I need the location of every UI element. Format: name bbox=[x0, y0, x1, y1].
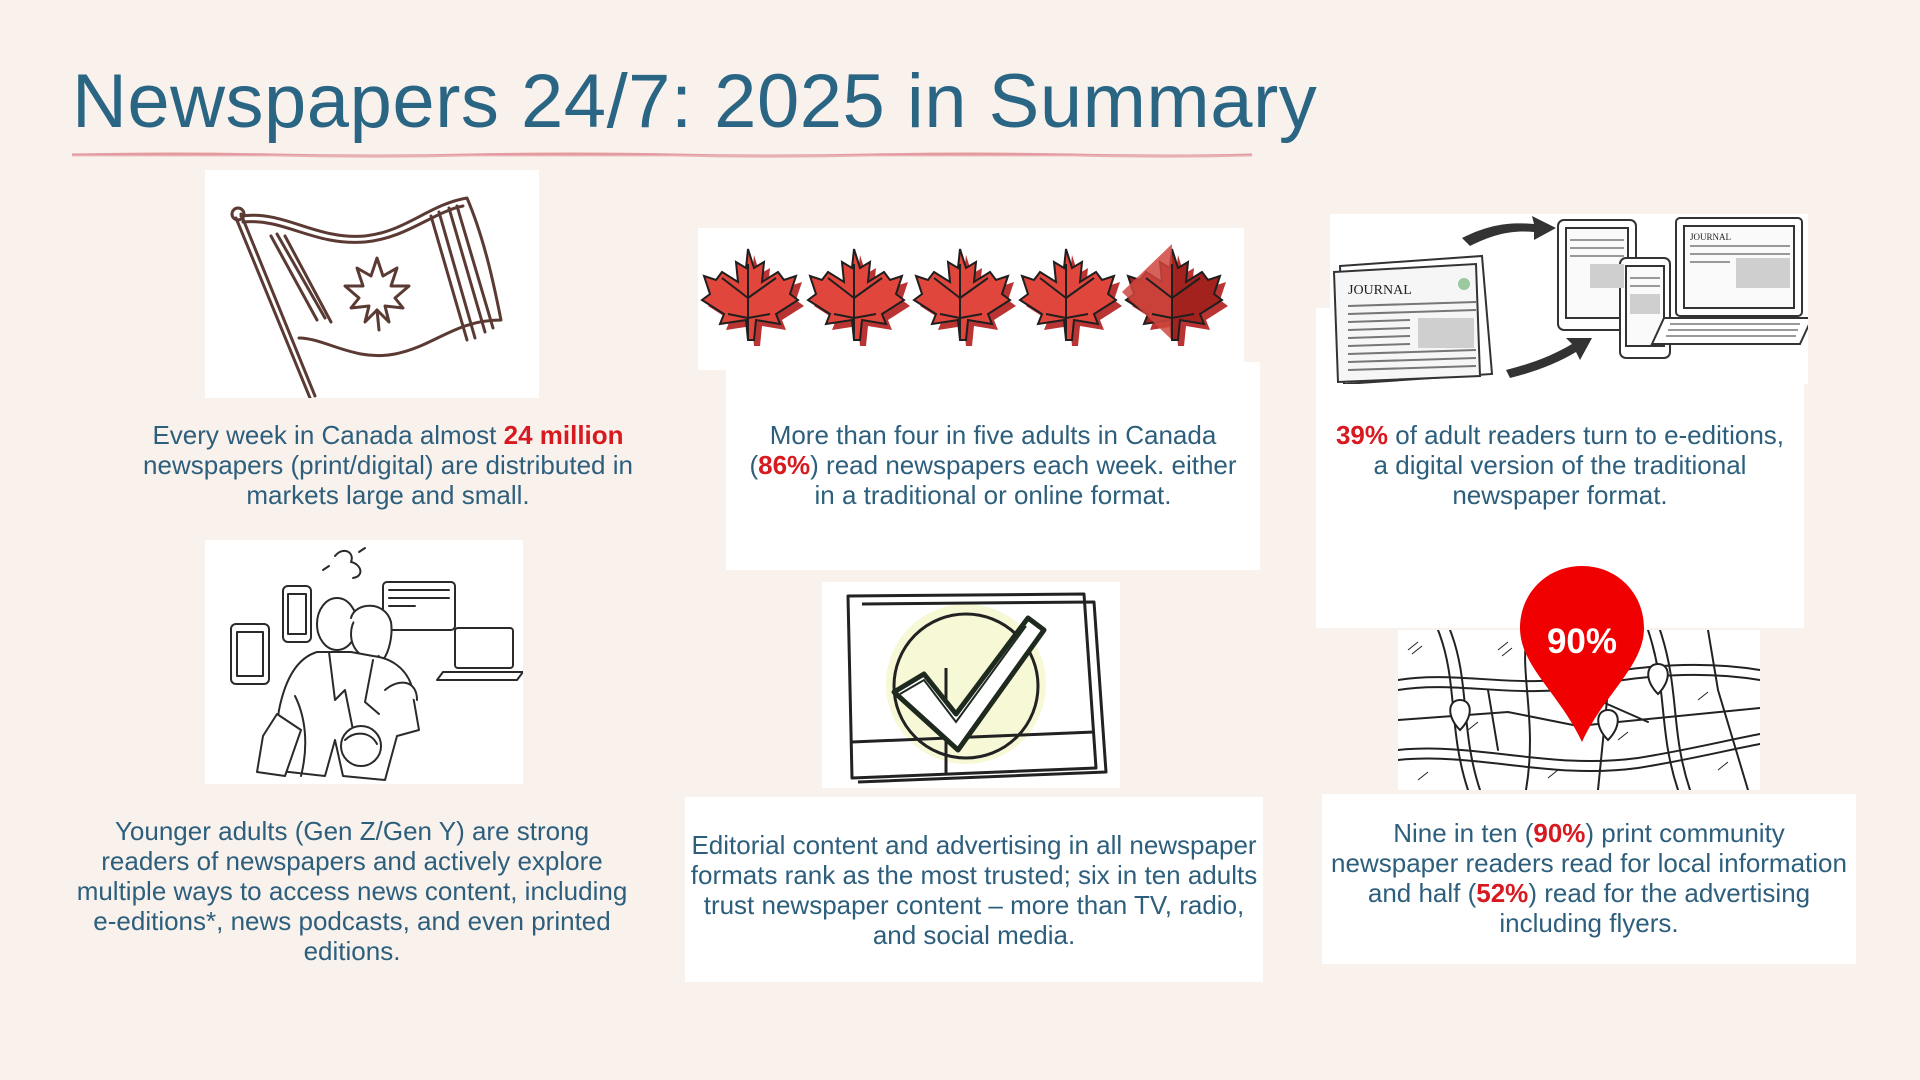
stat-weekly-readership: More than four in five adults in Canada (86%) read newspapers each week. either in a traditional or online format. bbox=[749, 420, 1237, 510]
stat-e-editions: 39% of adult readers turn to e-editions, a digital version of the traditional newspaper format. bbox=[1335, 420, 1785, 510]
highlight-24-million: 24 million bbox=[503, 420, 624, 450]
print-to-digital-illustration bbox=[1330, 214, 1808, 384]
stat-community-readers: Nine in ten (90%) print community newspaper readers read for local information and half (52%) read for the advertising including flyers. bbox=[1331, 818, 1847, 938]
highlight-52-percent: 52% bbox=[1476, 878, 1529, 908]
checkmark-newspaper-illustration bbox=[822, 582, 1120, 788]
canada-flag-illustration bbox=[205, 170, 539, 398]
pin-label: 90% bbox=[1546, 622, 1618, 661]
highlight-90-percent: 90% bbox=[1533, 818, 1586, 848]
svg-text:JOURNAL: JOURNAL bbox=[1348, 283, 1412, 298]
maple-leaves-illustration bbox=[698, 228, 1244, 370]
stat-trusted-content: Editorial content and advertising in all newspaper formats rank as the most trusted; six in ten adults trust newspaper content – more than TV, radio, and social media. bbox=[690, 830, 1258, 950]
young-adults-devices-illustration bbox=[205, 540, 523, 784]
stat-weekly-distribution: Every week in Canada almost 24 million newspapers (print/digital) are distributed in markets large and small. bbox=[143, 420, 633, 510]
title-underline bbox=[72, 152, 1252, 158]
stat-younger-adults: Younger adults (Gen Z/Gen Y) are strong readers of newspapers and actively explore multiple ways to access news content, including e-editions*, news podcasts, and even printed editions. bbox=[76, 816, 628, 966]
highlight-86-percent: 86% bbox=[758, 450, 811, 480]
svg-text:JOURNAL: JOURNAL bbox=[1690, 232, 1732, 242]
page-title: Newspapers 24/7: 2025 in Summary bbox=[72, 59, 1318, 144]
highlight-39-percent: 39% bbox=[1335, 420, 1389, 450]
